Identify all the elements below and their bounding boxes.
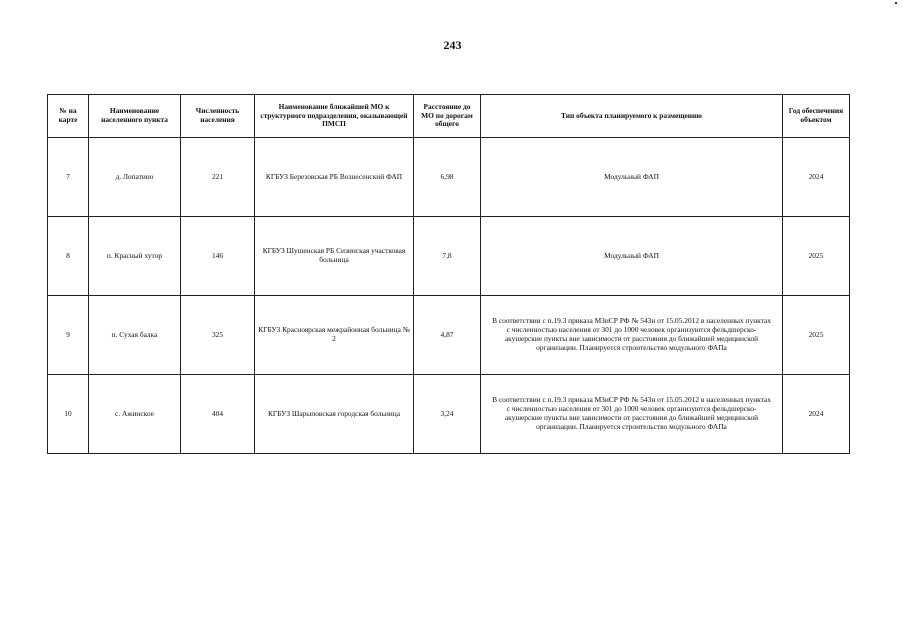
cell-nearest-mo: КГБУЗ Красноярская межрайонная больница № 2 bbox=[255, 296, 414, 375]
cell-distance: 3,24 bbox=[414, 375, 481, 454]
cell-object-type: Модульный ФАП bbox=[481, 217, 783, 296]
header-nearest-mo: Наименование ближайшей МО к структурного подразделения, оказывающей ПМСП bbox=[255, 95, 414, 138]
cell-map-number: 10 bbox=[48, 375, 89, 454]
cell-object-type: В соответствии с п.19.3 приказа МЗиСР РФ № 543н от 15.05.2012 в населенных пунктах с численностью населения от 301 до 1000 человек организуются фельдшерско-акушерские пункты вне зависимости от расстояния до ближайшей медицинской организации. Планируется строительство модульного ФАПа bbox=[481, 296, 783, 375]
cell-nearest-mo: КГБУЗ Березовская РБ Вознесенский ФАП bbox=[255, 138, 414, 217]
cell-distance: 6,98 bbox=[414, 138, 481, 217]
page-number: 243 bbox=[443, 38, 462, 52]
table-row bbox=[48, 217, 850, 296]
cell-map-number: 8 bbox=[48, 217, 89, 296]
cell-distance: 4,87 bbox=[414, 296, 481, 375]
header-settlement: Наименование населенного пункта bbox=[89, 95, 181, 138]
header-object-type: Тип объекта планируемого к размещению bbox=[481, 95, 783, 138]
header-population: Численность населения bbox=[181, 95, 255, 138]
cell-distance: 7,8 bbox=[414, 217, 481, 296]
cell-year: 2025 bbox=[783, 296, 850, 375]
cell-settlement: с. Ажинское bbox=[89, 375, 181, 454]
header-year: Год обеспечения объектом bbox=[783, 95, 850, 138]
cell-object-type: В соответствии с п.19.3 приказа МЗиСР РФ № 543н от 15.05.2012 в населенных пунктах с численностью населения от 301 до 1000 человек организуются фельдшерско-акушерские пункты вне зависимости от расстояния до ближайшей медицинской организации. Планируется строительство модульного ФАПа bbox=[481, 375, 783, 454]
table-row bbox=[48, 375, 850, 454]
header-distance: Расстояние до МО по дорогам общего bbox=[414, 95, 481, 138]
facilities-table bbox=[47, 94, 850, 454]
cell-settlement: п. Сухая балка bbox=[89, 296, 181, 375]
cell-population: 325 bbox=[181, 296, 255, 375]
cell-nearest-mo: КГБУЗ Шушенская РБ Сизинская участковая больница bbox=[255, 217, 414, 296]
cell-settlement: п. Красный хутор bbox=[89, 217, 181, 296]
table-row bbox=[48, 296, 850, 375]
cell-object-type: Модульный ФАП bbox=[481, 138, 783, 217]
table-row bbox=[48, 138, 850, 217]
scan-speck bbox=[895, 2, 897, 4]
header-map-number: № на карте bbox=[48, 95, 89, 138]
cell-year: 2025 bbox=[783, 217, 850, 296]
cell-map-number: 9 bbox=[48, 296, 89, 375]
cell-population: 146 bbox=[181, 217, 255, 296]
cell-year: 2024 bbox=[783, 375, 850, 454]
header-row bbox=[48, 95, 850, 138]
cell-year: 2024 bbox=[783, 138, 850, 217]
cell-nearest-mo: КГБУЗ Шарыповская городская больница bbox=[255, 375, 414, 454]
cell-population: 404 bbox=[181, 375, 255, 454]
cell-settlement: д. Лопатино bbox=[89, 138, 181, 217]
cell-population: 221 bbox=[181, 138, 255, 217]
cell-map-number: 7 bbox=[48, 138, 89, 217]
